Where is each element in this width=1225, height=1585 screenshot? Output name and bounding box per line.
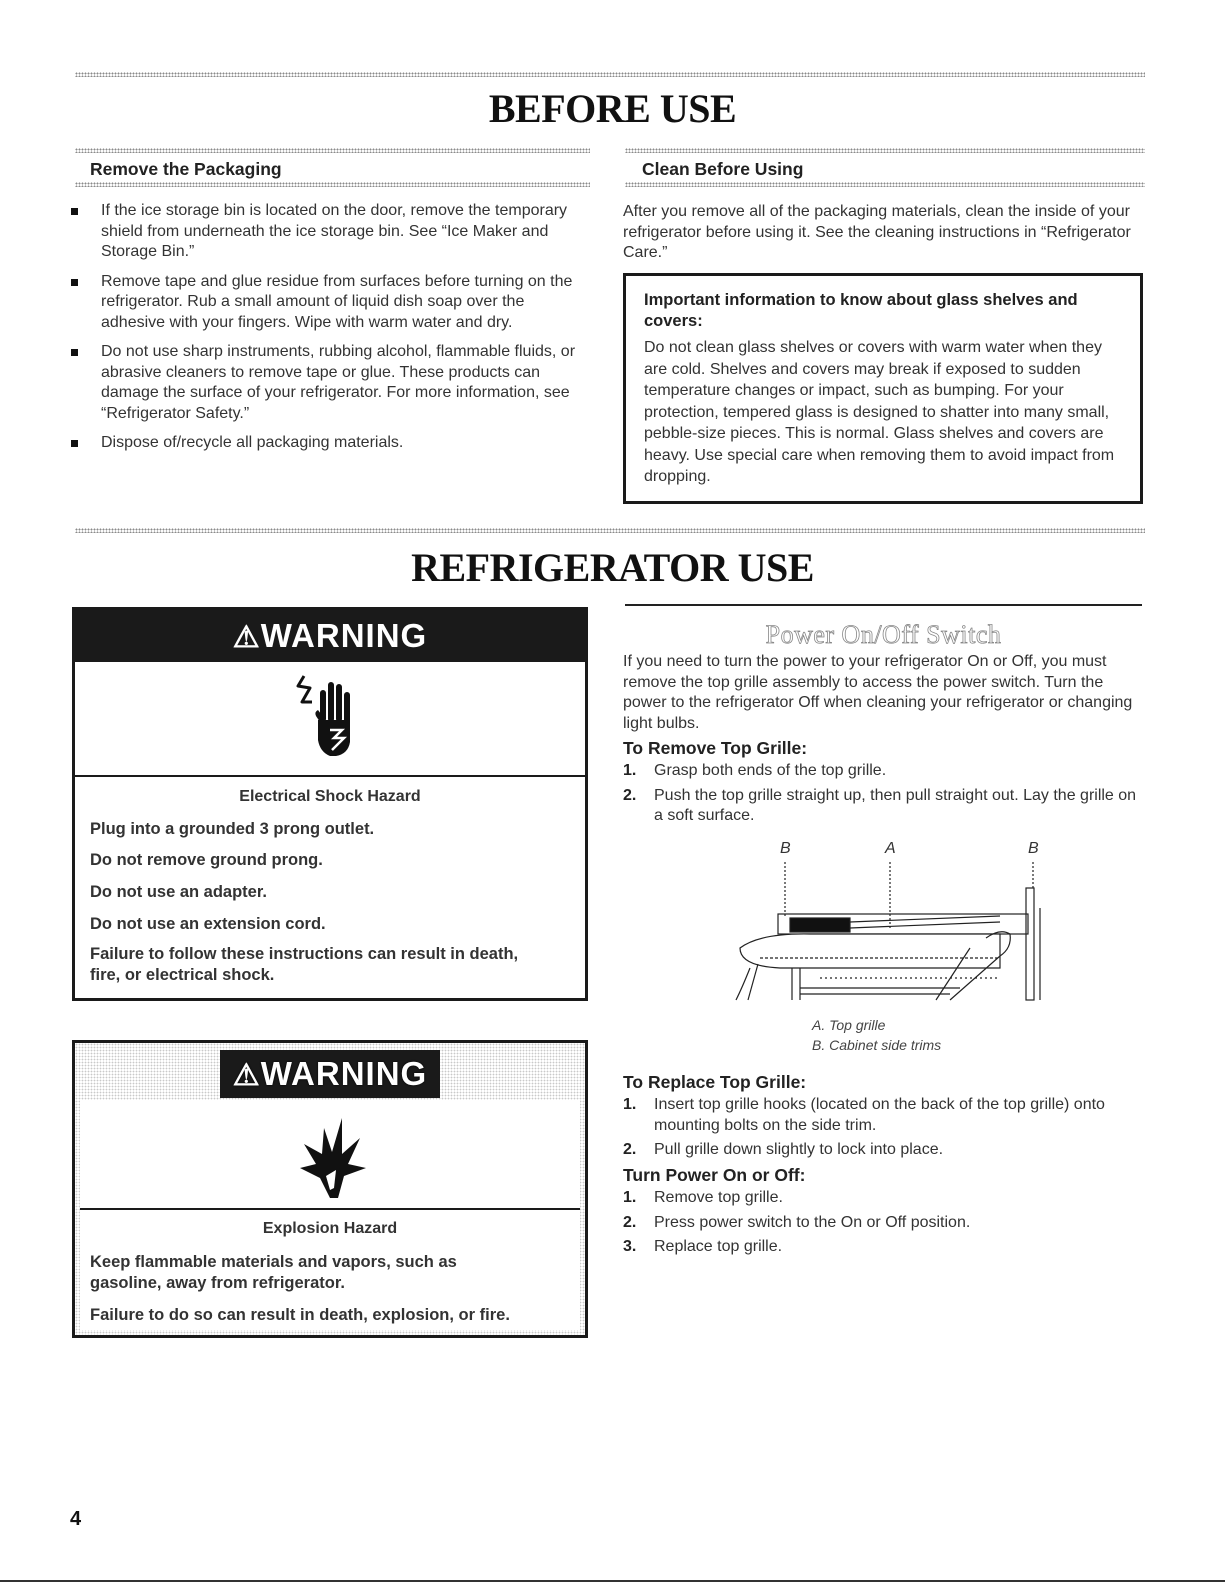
- warning-header: [75, 610, 585, 662]
- remove-packaging-heading: Remove the Packaging: [90, 159, 282, 179]
- list-item: 3. Replace top grille.: [623, 1238, 783, 1255]
- warning-line: Do not remove ground prong.: [90, 851, 323, 869]
- warning-line: Plug into a grounded 3 prong outlet.: [90, 820, 375, 838]
- list-item: If the ice storage bin is located on the door, remove the temporary shield from underneath the ice storage bin. See “Ice Maker and Storage Bin.”: [70, 201, 585, 263]
- list-item: 1. Insert top grille hooks (located on the back of the top grille) onto mounting bolts on the side trim.: [623, 1096, 1105, 1134]
- warning-line: Do not use an extension cord.: [90, 915, 326, 933]
- warning-line: Keep flammable materials and vapors, such as gasoline, away from refrigerator.: [90, 1253, 457, 1292]
- left-section-rule-top: [75, 148, 590, 153]
- power-switch-rule: [625, 604, 1142, 606]
- turn-power-heading: Turn Power On or Off:: [623, 1165, 806, 1185]
- warning-triangle-icon: ⚠: [232, 1059, 261, 1092]
- remove-grille-steps: [623, 761, 1138, 831]
- list-item: 1. Grasp both ends of the top grille.: [623, 762, 887, 779]
- warning-label: WARNING: [260, 617, 428, 654]
- list-item: 2. Pull grille down slightly to lock into place.: [623, 1141, 944, 1158]
- replace-grille-heading: To Replace Top Grille:: [623, 1072, 807, 1092]
- warning-line: Failure to follow these instructions can result in death, fire, or electrical shock.: [90, 945, 519, 984]
- left-section-rule-bottom: [75, 182, 590, 187]
- list-item: 2. Push the top grille straight up, then pull straight out. Lay the grille on a soft surface.: [623, 786, 1137, 824]
- list-item: Do not use sharp instruments, rubbing alcohol, flammable fluids, or abrasive cleaners to remove tape or glue. These products can damage the surface of your refrigerator. For more information, see “Refrigerator Safety.”: [70, 342, 585, 424]
- replace-grille-steps: [623, 1095, 1138, 1165]
- explosion-warning: [72, 1040, 588, 1338]
- refrigerator-use-title: REFRIGERATOR USE: [411, 545, 814, 590]
- figure-label-b: B: [1028, 840, 1039, 857]
- warning-header: [80, 1048, 580, 1100]
- warning-triangle-icon: ⚠: [232, 621, 261, 654]
- turn-power-steps: [623, 1188, 1138, 1262]
- middle-rule: [75, 528, 1145, 533]
- remove-grille-heading: To Remove Top Grille:: [623, 738, 808, 758]
- hazard-title: Explosion Hazard: [262, 1220, 398, 1237]
- clean-before-heading: Clean Before Using: [642, 159, 804, 179]
- figure-label-a: A: [885, 840, 896, 857]
- glass-info-title: Important information to know about glass shelves and covers:: [644, 291, 1078, 330]
- top-rule: [75, 72, 1145, 77]
- page-number: 4: [70, 1508, 82, 1530]
- explosion-icon: [80, 1108, 580, 1200]
- warning-body: [80, 1100, 580, 1330]
- power-switch-intro: If you need to turn the power to your refrigerator On or Off, you must remove the top grille assembly to access the power switch. Turn the power to the refrigerator Off when cleaning your refrigerator or changing light bulbs.: [623, 653, 1133, 732]
- hazard-title: Electrical Shock Hazard: [239, 788, 421, 805]
- top-grille-figure: [700, 838, 1060, 1008]
- warning-line: Do not use an adapter.: [90, 883, 267, 901]
- list-item: 1. Remove top grille.: [623, 1189, 783, 1206]
- warning-separator: [80, 1208, 580, 1210]
- figure-label-b: B: [780, 840, 791, 857]
- glass-info-text: Do not clean glass shelves or covers with warm water when they are cold. Shelves and covers may break if exposed to sudden temperature changes or impact, such as bumping. For your protection, tempered glass is designed to shatter into many small, pebble-size pieces. This is normal. Glass shelves and covers are heavy. Use special care when removing them to avoid impact from dropping.: [644, 339, 1115, 485]
- caption-side-trims: B. Cabinet side trims: [812, 1037, 942, 1053]
- electrical-shock-warning: [72, 607, 588, 1001]
- warning-label: WARNING: [260, 1055, 428, 1092]
- warning-line: Failure to do so can result in death, explosion, or fire.: [90, 1306, 510, 1324]
- right-section-rule-top: [625, 148, 1145, 153]
- caption-top-grille: A. Top grille: [812, 1017, 886, 1033]
- power-switch-heading: Power On/Off Switch: [765, 620, 1002, 649]
- right-section-rule-bottom: [625, 182, 1145, 187]
- warning-separator: [75, 775, 585, 777]
- electric-shock-hand-icon: [75, 672, 585, 762]
- clean-before-text: After you remove all of the packaging materials, clean the inside of your refrigerator before using it. See the cleaning instructions in “Refrigerator Care.”: [623, 203, 1131, 261]
- list-item: Remove tape and glue residue from surfaces before turning on the refrigerator. Rub a small amount of liquid dish soap over the adhesive with your fingers. Wipe with warm water and dry.: [70, 272, 585, 334]
- bottom-rule: [0, 1580, 1225, 1582]
- glass-shelves-info-box: [623, 273, 1143, 504]
- before-use-title: BEFORE USE: [488, 86, 737, 131]
- grille-illustration: [700, 838, 1060, 1008]
- list-item: 2. Press power switch to the On or Off position.: [623, 1213, 971, 1231]
- list-item: Dispose of/recycle all packaging materials.: [70, 433, 585, 454]
- packaging-bullet-list: [70, 201, 585, 463]
